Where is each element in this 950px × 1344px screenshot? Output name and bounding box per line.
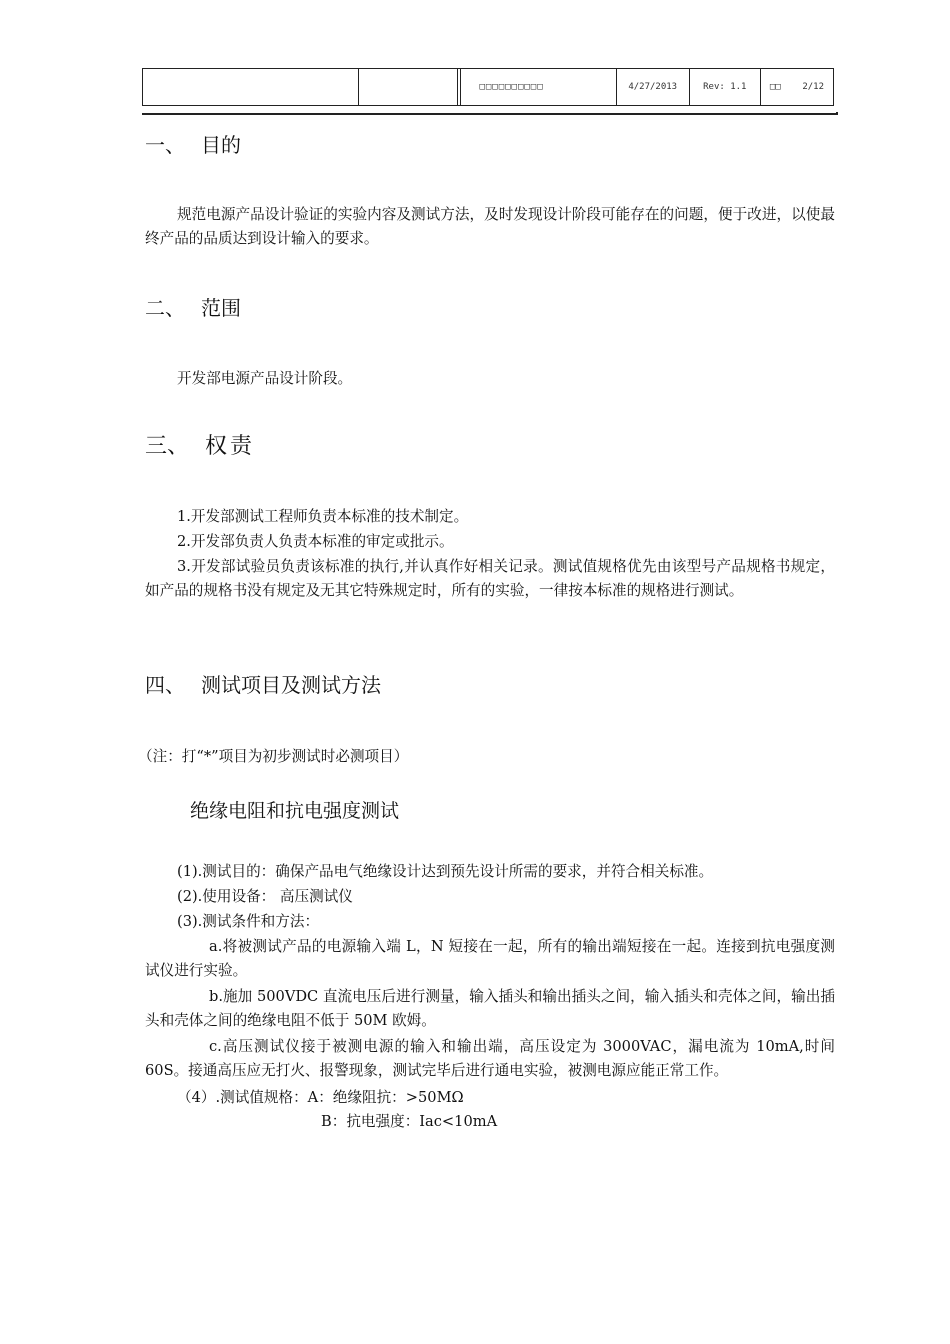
note-text: （注：打“*”项目为初步测试时必测项目） [138, 748, 409, 765]
header-rule-mark [836, 112, 838, 115]
header-cell-logo [143, 69, 359, 106]
purpose-paragraph: 规范电源产品设计验证的实验内容及测试方法，及时发现设计阶段可能存在的问题，便于改进，以使最终产品的品质达到设计输入的要求。 [145, 206, 835, 247]
section-number: 四、 [145, 673, 185, 697]
section-number: 二、 [145, 296, 185, 320]
section-title: 范围 [201, 296, 241, 320]
section-number: 三、 [145, 434, 190, 459]
section-title: 目的 [201, 133, 241, 157]
scope-paragraph: 开发部电源产品设计阶段。 [177, 370, 353, 387]
test-step-b: b.施加 500VDC 直流电压后进行测量，输入插头和输出插头之间，输入插头和壳体之间，输出插头和壳体之间的绝缘电阻不低于 50M 欧姆。 [145, 988, 835, 1029]
subsection-title: 绝缘电阻和抗电强度测试 [190, 800, 400, 822]
section-heading-duties [145, 429, 255, 460]
section-heading-scope [145, 292, 241, 321]
header-table [142, 68, 834, 106]
header-rev: Rev: 1.1 [689, 69, 760, 106]
header-doc-title: □□□□□□□□□□ [461, 69, 616, 106]
header-rule [142, 113, 836, 115]
test-equipment: (2).使用设备： 高压测试仪 [177, 888, 353, 905]
duty-item-1: 1.开发部测试工程师负责本标准的技术制定。 [177, 508, 469, 525]
test-spec-b: B：抗电强度：Iac<10mA [321, 1113, 498, 1130]
test-conditions-label: (3).测试条件和方法： [177, 913, 320, 930]
header-page [760, 69, 833, 106]
duty-item-2: 2.开发部负责人负责本标准的审定或批示。 [177, 533, 454, 550]
section-heading-purpose [145, 129, 241, 158]
test-purpose: (1).测试目的：确保产品电气绝缘设计达到预先设计所需的要求，并符合相关标准。 [177, 863, 714, 880]
header-page-number: 2/12 [802, 82, 825, 92]
header-date: 4/27/2013 [616, 69, 689, 106]
header-cell-2 [359, 69, 458, 106]
test-spec-a: （4）.测试值规格：A：绝缘阻抗：>50MΩ [177, 1089, 464, 1106]
duty-item-3: 3.开发部试验员负责该标准的执行,并认真作好相关记录。测试值规格优先由该型号产品规格书规定，如产品的规格书没有规定及无其它特殊规定时，所有的实验，一律按本标准的规格进行测试。 [145, 558, 835, 599]
section-title: 权责 [205, 434, 256, 459]
header-page-label: □□ [769, 82, 781, 92]
section-title: 测试项目及测试方法 [201, 673, 381, 697]
test-step-c: c.高压测试仪接于被测电源的输入和输出端，高压设定为 3000VAC，漏电流为 10mA,时间 60S。接通高压应无打火、报警现象，测试完毕后进行通电实验，被测电源应能正常工作。 [145, 1038, 835, 1079]
section-heading-tests [145, 669, 381, 698]
section-number: 一、 [145, 133, 185, 157]
test-step-a: a.将被测试产品的电源输入端 L，N 短接在一起，所有的输出端短接在一起。连接到抗电强度测试仪进行实验。 [145, 938, 835, 979]
